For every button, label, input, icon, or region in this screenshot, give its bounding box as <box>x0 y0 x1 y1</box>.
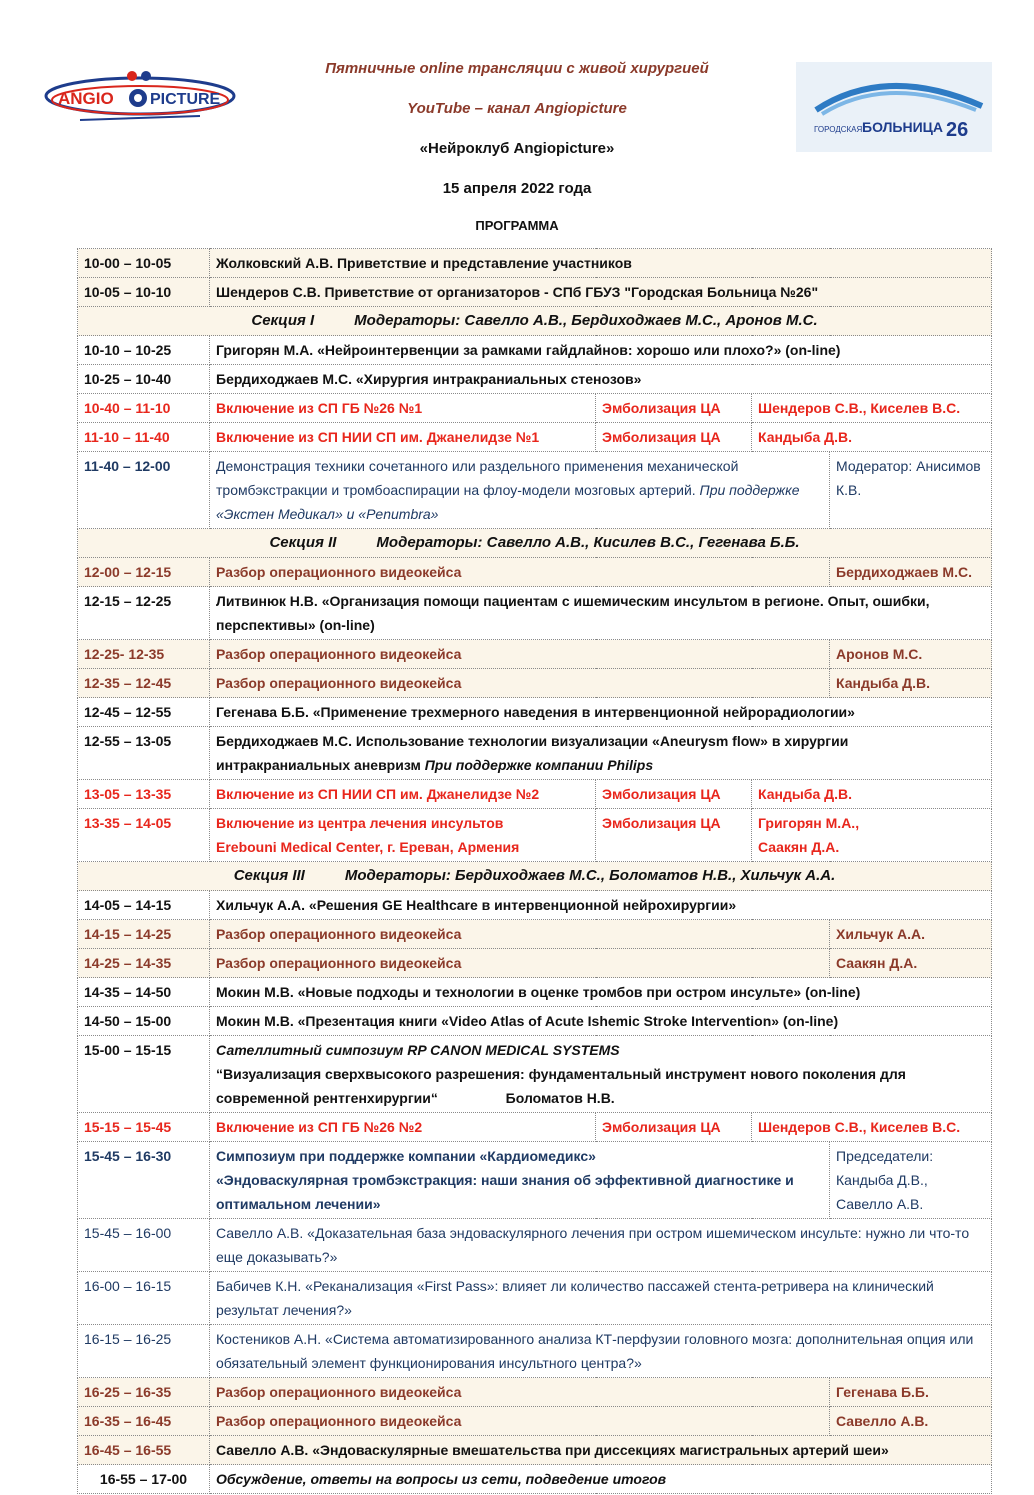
section-moderators: Модераторы: Бердиходжаев М.С., Боломатов Н.В., Хильчук А.А. <box>344 867 836 884</box>
procedure-cell: Эмболизация ЦА <box>596 809 752 862</box>
section-name: Секция II <box>269 534 337 551</box>
topic-cell: Включение из СП ГБ №26 №1 <box>210 394 596 423</box>
time-cell: 16-55 – 17-00 <box>78 1465 210 1494</box>
table-row <box>78 780 992 809</box>
time-cell: 12-25- 12-35 <box>78 640 210 669</box>
sponsor-text: При поддержке «Экстен Медикал» и «Penumbra» <box>216 482 800 522</box>
speaker-cell: Саакян Д.А. <box>830 949 992 978</box>
table-row <box>78 1219 992 1272</box>
time-cell: 15-45 – 16-30 <box>78 1142 210 1219</box>
time-cell: 12-55 – 13-05 <box>78 727 210 780</box>
table-row <box>78 278 992 307</box>
time-cell: 12-35 – 12-45 <box>78 669 210 698</box>
section-moderators: Модераторы: Савелло А.В., Кисилев В.С., Гегенава Б.Б. <box>376 534 800 551</box>
topic-text: Демонстрация техники сочетанного или раздельного применения механической тромбэкстракции и тромбоаспирации на флоу-модели мозговых артерий. <box>216 458 739 498</box>
topic-cell: Включение из СП ГБ №26 №2 <box>210 1113 596 1142</box>
topic-cell: Жолковский А.В. Приветствие и представление участников <box>210 249 992 278</box>
section-row <box>78 307 992 336</box>
speaker-cell: Хильчук А.А. <box>830 920 992 949</box>
topic-cell <box>210 1142 830 1219</box>
table-row <box>78 1036 992 1113</box>
topic-cell: Разбор операционного видеокейса <box>210 949 830 978</box>
topic-text: “Визуализация сверхвысокого разрешения: фундаментальный инструмент нового поколения для современной рентгенхирургии“ <box>216 1066 906 1106</box>
logo-text-picture: PICTURE <box>150 91 221 108</box>
section-header <box>78 862 992 891</box>
sponsor-text: При поддержке компании Philips <box>424 757 654 773</box>
time-cell: 15-00 – 15-15 <box>78 1036 210 1113</box>
topic-cell: Включение из СП НИИ СП им. Джанелидзе №1 <box>210 423 596 452</box>
speaker-name: Григорян М.А., <box>758 815 860 831</box>
table-row <box>78 1378 992 1407</box>
table-row <box>78 920 992 949</box>
topic-cell: Обсуждение, ответы на вопросы из сети, подведение итогов <box>210 1465 992 1494</box>
table-row <box>78 727 992 780</box>
table-row <box>78 336 992 365</box>
header-date: 15 апреля 2022 года <box>442 180 592 197</box>
table-row <box>78 1142 992 1219</box>
logo-text-gorodskaya: ГОРОДСКАЯ <box>814 125 863 134</box>
topic-text: «Эндоваскулярная тромбэкстракция: наши знания об эффективной диагностике и оптимальном лечении» <box>216 1172 794 1212</box>
topic-cell: Разбор операционного видеокейса <box>210 1407 830 1436</box>
time-cell: 10-10 – 10-25 <box>78 336 210 365</box>
topic-cell <box>210 452 830 529</box>
speaker-name: Боломатов Н.В. <box>505 1090 615 1106</box>
program-label: ПРОГРАММА <box>475 218 559 233</box>
time-cell: 14-15 – 14-25 <box>78 920 210 949</box>
time-cell: 14-50 – 15-00 <box>78 1007 210 1036</box>
moderator-cell: Модератор: Анисимов К.В. <box>830 452 992 529</box>
procedure-cell: Эмболизация ЦА <box>596 1113 752 1142</box>
topic-cell: Гегенава Б.Б. «Применение трехмерного наведения в интервенционной нейрорадиологии» <box>210 698 992 727</box>
procedure-cell: Эмболизация ЦА <box>596 780 752 809</box>
procedure-cell: Эмболизация ЦА <box>596 423 752 452</box>
chair-label: Председатели: <box>836 1148 934 1164</box>
time-cell: 16-45 – 16-55 <box>78 1436 210 1465</box>
topic-text: Бердиходжаев М.С. Использование технологии визуализации «Aneurysm flow» в хирургии интракраниальных аневризм <box>216 733 849 773</box>
section-moderators: Модераторы: Савелло А.В., Бердиходжаев М.С., Аронов М.С. <box>354 312 818 329</box>
table-row <box>78 978 992 1007</box>
table-row <box>78 587 992 640</box>
header-line-2: YouTube – канал Angiopicture <box>407 100 627 117</box>
topic-cell: Бабичев К.Н. «Реканализация «First Pass»: влияет ли количество пассажей стента-ретривера на клинический результат лечения?» <box>210 1272 992 1325</box>
topic-cell: Шендеров С.В. Приветствие от организаторов - СПб ГБУЗ "Городская Больница №26" <box>210 278 992 307</box>
topic-cell: Бердиходжаев М.С. «Хирургия интракраниальных стенозов» <box>210 365 992 394</box>
topic-cell: Разбор операционного видеокейса <box>210 558 830 587</box>
section-name: Секция I <box>251 312 315 329</box>
speaker-cell: Кандыба Д.В. <box>752 423 992 452</box>
table-row <box>78 891 992 920</box>
time-cell: 16-00 – 16-15 <box>78 1272 210 1325</box>
speaker-cell: Бердиходжаев М.С. <box>830 558 992 587</box>
topic-cell: Разбор операционного видеокейса <box>210 669 830 698</box>
topic-cell: Савелло А.В. «Доказательная база эндоваскулярного лечения при остром ишемическом инсульте: нужно ли что-то еще доказывать?» <box>210 1219 992 1272</box>
speaker-cell: Савелло А.В. <box>830 1407 992 1436</box>
time-cell: 12-00 – 12-15 <box>78 558 210 587</box>
table-row <box>78 1272 992 1325</box>
symposium-title: Сателлитный симпозиум RP CANON MEDICAL SYSTEMS <box>216 1042 620 1058</box>
table-row <box>78 698 992 727</box>
table-row <box>78 452 992 529</box>
time-cell: 11-40 – 12-00 <box>78 452 210 529</box>
time-cell: 13-05 – 13-35 <box>78 780 210 809</box>
topic-text: Включение из центра лечения инсультов <box>216 815 504 831</box>
table-row <box>78 1465 992 1494</box>
table-row <box>78 365 992 394</box>
speaker-cell: Кандыба Д.В. <box>752 780 992 809</box>
topic-cell: Разбор операционного видеокейса <box>210 920 830 949</box>
speaker-cell: Шендеров С.В., Киселев В.С. <box>752 1113 992 1142</box>
time-cell: 15-15 – 15-45 <box>78 1113 210 1142</box>
topic-cell <box>210 727 992 780</box>
speaker-cell: Кандыба Д.В. <box>830 669 992 698</box>
chair-name: Савелло А.В. <box>836 1196 924 1212</box>
time-cell: 15-45 – 16-00 <box>78 1219 210 1272</box>
time-cell: 16-35 – 16-45 <box>78 1407 210 1436</box>
topic-cell: Савелло А.В. «Эндоваскулярные вмешательства при диссекциях магистральных артерий шеи» <box>210 1436 992 1465</box>
section-name: Секция III <box>233 867 305 884</box>
time-cell: 14-05 – 14-15 <box>78 891 210 920</box>
time-cell: 14-25 – 14-35 <box>78 949 210 978</box>
time-cell: 11-10 – 11-40 <box>78 423 210 452</box>
table-row <box>78 1436 992 1465</box>
topic-cell <box>210 1036 992 1113</box>
section-row <box>78 529 992 558</box>
topic-cell: Разбор операционного видеокейса <box>210 640 830 669</box>
section-header <box>78 307 992 336</box>
symposium-title: Симпозиум при поддержке компании «Кардиомедикс» <box>216 1148 596 1164</box>
topic-cell: Мокин М.В. «Новые подходы и технологии в оценке тромбов при остром инсульте» (on-line) <box>210 978 992 1007</box>
table-row <box>78 558 992 587</box>
table-row <box>78 249 992 278</box>
section-header <box>78 529 992 558</box>
topic-cell: Григорян М.А. «Нейроинтервенции за рамками гайдлайнов: хорошо или плохо?» (on-line) <box>210 336 992 365</box>
table-row <box>78 1007 992 1036</box>
time-cell: 10-25 – 10-40 <box>78 365 210 394</box>
topic-cell: Литвинюк Н.В. «Организация помощи пациентам с ишемическим инсультом в регионе. Опыт, ошибки, перспективы» (on-line) <box>210 587 992 640</box>
table-row <box>78 423 992 452</box>
time-cell: 10-05 – 10-10 <box>78 278 210 307</box>
table-row <box>78 1113 992 1142</box>
topic-cell: Мокин М.В. «Презентация книги «Video Atlas of Acute Ishemic Stroke Intervention» (on-line) <box>210 1007 992 1036</box>
topic-cell <box>210 809 596 862</box>
table-row <box>78 1325 992 1378</box>
time-cell: 12-15 – 12-25 <box>78 587 210 640</box>
header-line-1: Пятничные online трансляции с живой хирургией <box>325 60 709 77</box>
logo-text-bolnitsa: БОЛЬНИЦА <box>862 119 943 135</box>
time-cell: 16-15 – 16-25 <box>78 1325 210 1378</box>
table-row <box>78 949 992 978</box>
logo-text-angio: ANGIO <box>58 89 114 108</box>
procedure-cell: Эмболизация ЦА <box>596 394 752 423</box>
time-cell: 16-25 – 16-35 <box>78 1378 210 1407</box>
time-cell: 10-40 – 11-10 <box>78 394 210 423</box>
speaker-cell <box>752 809 992 862</box>
speaker-name: Саакян Д.А. <box>758 839 840 855</box>
speaker-cell: Шендеров С.В., Киселев В.С. <box>752 394 992 423</box>
logo-text-26: 26 <box>946 119 969 141</box>
time-cell: 10-00 – 10-05 <box>78 249 210 278</box>
topic-cell: Разбор операционного видеокейса <box>210 1378 830 1407</box>
time-cell: 12-45 – 12-55 <box>78 698 210 727</box>
table-row <box>78 669 992 698</box>
program-table <box>77 248 992 1494</box>
topic-cell: Костеников А.Н. «Система автоматизированного анализа КТ-перфузии головного мозга: дополнительная опция или обязательный элемент функционирования инсультного центра?» <box>210 1325 992 1378</box>
time-cell: 14-35 – 14-50 <box>78 978 210 1007</box>
speaker-cell: Аронов М.С. <box>830 640 992 669</box>
time-cell: 13-35 – 14-05 <box>78 809 210 862</box>
table-row <box>78 640 992 669</box>
speaker-cell: Гегенава Б.Б. <box>830 1378 992 1407</box>
topic-cell: Включение из СП НИИ СП им. Джанелидзе №2 <box>210 780 596 809</box>
header-title: «Нейроклуб Angiopicture» <box>419 140 615 157</box>
table-row <box>78 809 992 862</box>
table-row <box>78 1407 992 1436</box>
topic-text: Erebouni Medical Center, г. Ереван, Армения <box>216 839 520 855</box>
topic-cell: Хильчук А.А. «Решения GE Healthcare в интервенционной нейрохирургии» <box>210 891 992 920</box>
table-row <box>78 394 992 423</box>
section-row <box>78 862 992 891</box>
chair-name: Кандыба Д.В., <box>836 1172 928 1188</box>
chair-cell <box>830 1142 992 1219</box>
